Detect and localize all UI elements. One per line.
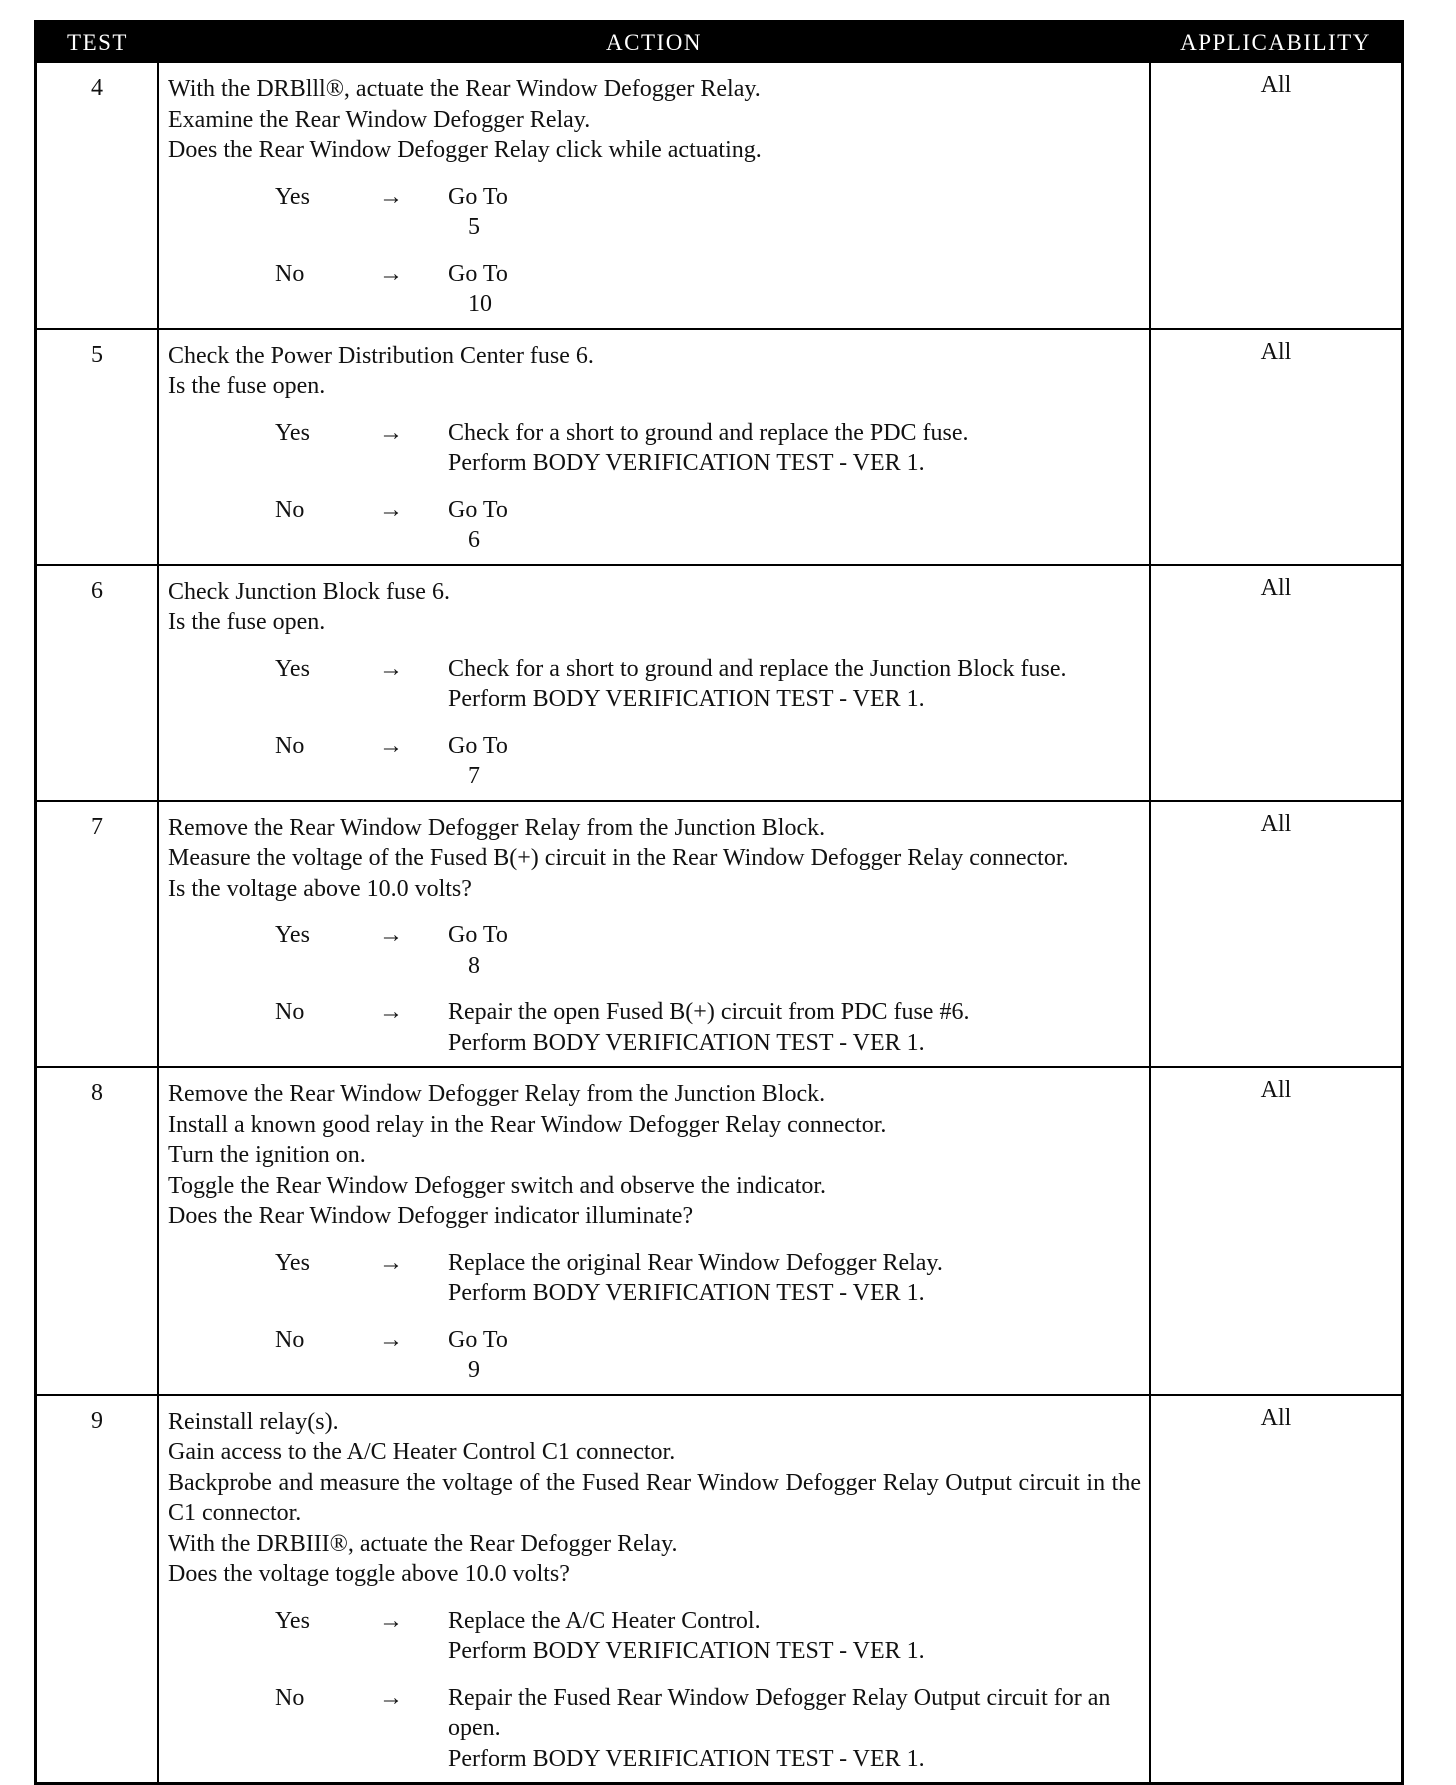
arrow-right-icon: →: [379, 183, 403, 210]
action-cell: [158, 565, 1150, 801]
goto-line: [448, 731, 1141, 792]
action-step: Install a known good relay in the Rear Window Defogger Relay connector.: [168, 1111, 887, 1138]
yes-label: Yes: [275, 1607, 310, 1634]
action-step: Remove the Rear Window Defogger Relay from the Junction Block.: [168, 814, 826, 841]
no-result: [448, 259, 1141, 320]
yes-label: Yes: [275, 1249, 310, 1276]
no-outcome: [168, 1325, 1141, 1386]
table-row: [37, 1395, 1401, 1783]
goto-text: Go To: [448, 496, 508, 523]
result-line: Replace the original Rear Window Defogger Relay.: [448, 1249, 943, 1276]
action-cell: [158, 1067, 1150, 1395]
action-step: Backprobe and measure the voltage of the Fused Rear Window Defogger Relay Output circuit in the C1 connector.: [168, 1469, 1141, 1526]
goto-number: 7: [468, 763, 480, 789]
yes-label: Yes: [275, 655, 310, 682]
no-outcome: [168, 259, 1141, 320]
goto-line: [448, 920, 1141, 981]
action-step: Examine the Rear Window Defogger Relay.: [168, 106, 591, 133]
action-step: Reinstall relay(s).: [168, 1408, 339, 1435]
result-line: Perform BODY VERIFICATION TEST - VER 1.: [448, 686, 925, 712]
goto-line: [448, 1325, 1141, 1386]
goto-number: 6: [468, 527, 480, 553]
table-body: [37, 63, 1401, 1782]
yes-outcome: [168, 920, 1141, 981]
result-line: Perform BODY VERIFICATION TEST - VER 1.: [448, 1638, 925, 1664]
goto-text: Go To: [448, 922, 508, 948]
yes-outcome: [168, 1606, 1141, 1667]
action-step: Does the Rear Window Defogger indicator illuminate?: [168, 1203, 694, 1229]
test-number: 8: [37, 1067, 158, 1395]
yes-outcome: [168, 182, 1141, 243]
action-step: Check Junction Block fuse 6.: [168, 578, 450, 605]
table-header: [37, 23, 1401, 63]
action-step: Turn the ignition on.: [168, 1142, 366, 1168]
table-row: [37, 1067, 1401, 1395]
arrow-right-icon: →: [379, 732, 403, 759]
result-line: Perform BODY VERIFICATION TEST - VER 1.: [448, 1280, 925, 1306]
result-line: Perform BODY VERIFICATION TEST - VER 1.: [448, 1745, 925, 1772]
action-step: Is the fuse open.: [168, 609, 326, 635]
goto-number: 9: [468, 1357, 480, 1383]
goto-line: [448, 259, 1141, 320]
no-label: No: [275, 999, 305, 1025]
table-row: [37, 565, 1401, 801]
test-number: 7: [37, 801, 158, 1068]
no-label: No: [275, 496, 305, 523]
action-cell: [158, 1395, 1150, 1783]
arrow-right-icon: →: [379, 419, 403, 446]
yes-outcome: [168, 654, 1141, 715]
yes-result: [448, 182, 1141, 243]
action-step: Does the Rear Window Defogger Relay click while actuating.: [168, 137, 762, 163]
goto-number: 10: [468, 291, 492, 317]
action-step: Does the voltage toggle above 10.0 volts?: [168, 1561, 570, 1587]
result-line: Perform BODY VERIFICATION TEST - VER 1.: [448, 1029, 925, 1056]
goto-text: Go To: [448, 260, 508, 287]
yes-label: Yes: [275, 183, 310, 210]
action-step: Toggle the Rear Window Defogger switch and observe the indicator.: [168, 1172, 827, 1199]
test-number: 9: [37, 1395, 158, 1783]
applicability-value: All: [1260, 72, 1292, 98]
yes-outcome: [168, 418, 1141, 479]
table-row: [37, 63, 1401, 329]
applicability-value: All: [1150, 329, 1401, 565]
yes-result: [448, 418, 1141, 479]
action-cell: [158, 801, 1150, 1068]
table-row: [37, 801, 1401, 1068]
no-label: No: [275, 260, 305, 287]
no-label: No: [275, 1684, 305, 1711]
action-step: With the DRBlll®, actuate the Rear Window Defogger Relay.: [168, 76, 761, 102]
goto-text: Go To: [448, 183, 508, 210]
no-outcome: [168, 1683, 1141, 1775]
arrow-right-icon: →: [379, 655, 403, 682]
result-line: Perform BODY VERIFICATION TEST - VER 1.: [448, 450, 925, 476]
header-test: TEST: [37, 23, 158, 63]
yes-label: Yes: [275, 419, 310, 446]
yes-result: [448, 920, 1141, 981]
goto-number: 8: [468, 952, 480, 979]
goto-line: [448, 182, 1141, 243]
arrow-right-icon: →: [379, 260, 403, 287]
no-label: No: [275, 732, 305, 759]
arrow-right-icon: →: [379, 1326, 403, 1353]
header-applicability: APPLICABILITY: [1150, 23, 1401, 63]
action-step: Remove the Rear Window Defogger Relay from the Junction Block.: [168, 1081, 826, 1107]
action-step: With the DRBIII®, actuate the Rear Defogger Relay.: [168, 1530, 678, 1557]
test-number: 6: [37, 565, 158, 801]
applicability-value: All: [1150, 1067, 1401, 1395]
no-outcome: [168, 495, 1141, 556]
goto-line: [448, 495, 1141, 556]
action-step: Measure the voltage of the Fused B(+) circuit in the Rear Window Defogger Relay connector.: [168, 845, 1069, 871]
arrow-right-icon: →: [379, 1607, 403, 1634]
action-step: Gain access to the A/C Heater Control C1 connector.: [168, 1439, 676, 1465]
yes-outcome: [168, 1248, 1141, 1309]
action-cell: [158, 329, 1150, 565]
action-step: Is the fuse open.: [168, 373, 326, 399]
yes-label: Yes: [275, 922, 310, 948]
action-step: Check the Power Distribution Center fuse 6.: [168, 342, 594, 369]
header-action: ACTION: [158, 23, 1150, 63]
test-table: [37, 23, 1401, 1782]
arrow-right-icon: →: [379, 999, 403, 1025]
applicability-value: All: [1150, 565, 1401, 801]
applicability-value: All: [1150, 801, 1401, 1068]
no-label: No: [275, 1326, 305, 1353]
result-line: Check for a short to ground and replace the Junction Block fuse.: [448, 655, 1067, 682]
no-result: [448, 1683, 1141, 1775]
goto-number: 5: [468, 214, 480, 240]
arrow-right-icon: →: [379, 496, 403, 523]
test-number: 5: [37, 329, 158, 565]
table-row: [37, 329, 1401, 565]
applicability-value: All: [1150, 1395, 1401, 1783]
action-step: Is the voltage above 10.0 volts?: [168, 875, 472, 902]
result-line: Repair the open Fused B(+) circuit from PDC fuse #6.: [448, 999, 970, 1025]
no-result: [448, 997, 1141, 1058]
test-number: 4: [37, 63, 158, 329]
goto-text: Go To: [448, 1326, 508, 1353]
arrow-right-icon: →: [379, 1684, 403, 1711]
result-line: Check for a short to ground and replace the PDC fuse.: [448, 419, 969, 446]
result-line: Repair the Fused Rear Window Defogger Relay Output circuit for an open.: [448, 1684, 1111, 1741]
yes-result: [448, 1248, 1141, 1309]
yes-result: [448, 1606, 1141, 1667]
no-result: [448, 1325, 1141, 1386]
arrow-right-icon: →: [379, 1249, 403, 1276]
goto-text: Go To: [448, 732, 508, 759]
diagnostic-table: [34, 20, 1404, 1785]
no-outcome: [168, 997, 1141, 1058]
action-cell: [158, 63, 1150, 329]
no-result: [448, 731, 1141, 792]
yes-result: [448, 654, 1141, 715]
no-outcome: [168, 731, 1141, 792]
arrow-right-icon: →: [379, 922, 403, 948]
no-result: [448, 495, 1141, 556]
result-line: Replace the A/C Heater Control.: [448, 1607, 761, 1634]
